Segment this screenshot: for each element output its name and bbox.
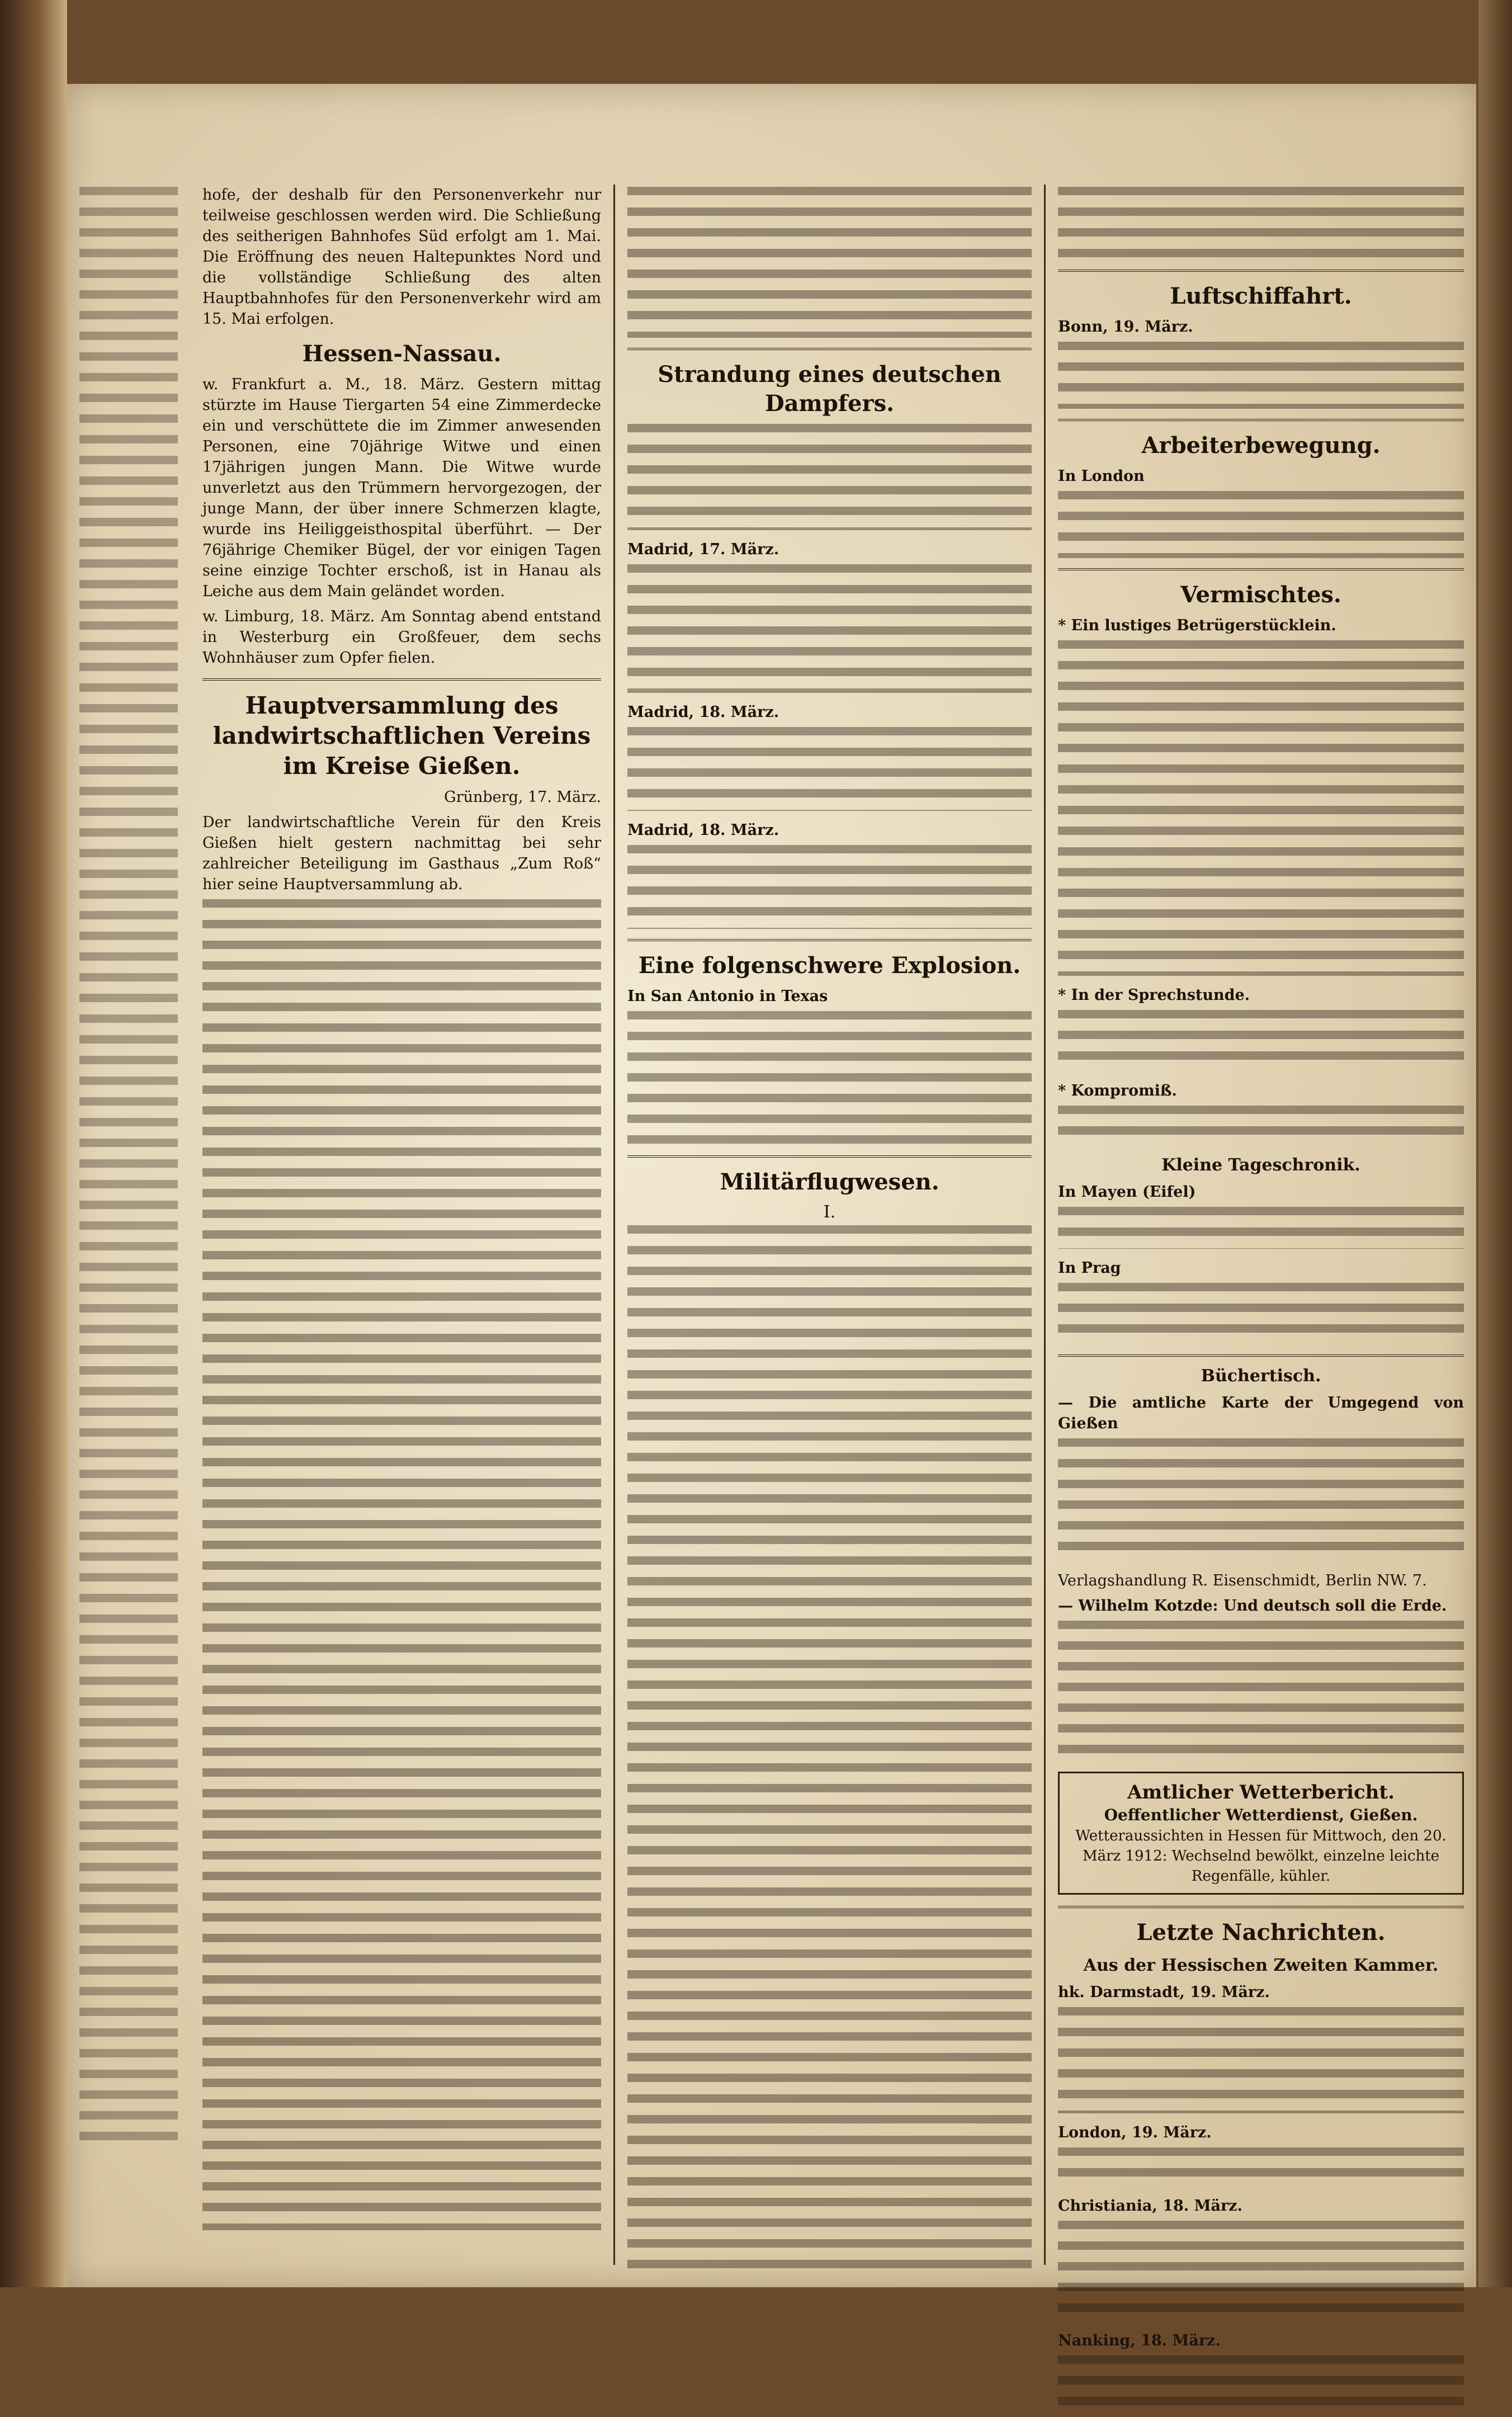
section-rule [1058, 1906, 1464, 1908]
nanking-dateline [1058, 2330, 1464, 2351]
prag-text [1058, 1283, 1464, 1344]
vermischtes-lead [1058, 615, 1464, 636]
frankfurt-article: w. Frankfurt a. M., 18. März. Gestern mittag stürzte im Hause Tiergarten 54 eine Zimmerdecke ein und verschüttete die im Zimmer anwesenden Personen, eine 70jährige Witwe und einen 17jährigen jungen Mann. Die Witwe wurde unverletzt aus den Trümmern hervorgezogen, der junge Mann, der über innere Schmerzen klagte, wurde ins Heiliggeisthospital überführt. — Der 76jährige Chemiker Bügel, der vor einigen Tagen seine einzige Tochter erschoß, ist in Hanau als Leiche aus dem Main geländet worden. [202, 376, 601, 600]
kompromiss-text [1058, 1106, 1464, 1145]
dateline-label: Madrid, 18. März. [627, 704, 779, 721]
dateline-label: In Prag [1058, 1259, 1121, 1277]
fragment-text-block [79, 187, 178, 2144]
article-headline-strandung: Strandung eines deutschen Dampfers. [658, 361, 1001, 417]
section-rule [627, 1155, 1032, 1158]
dateline-label: Christiania, 18. März. [1058, 2197, 1242, 2215]
subheading-kammer: Aus der Hessischen Zweiten Kammer. [1083, 1956, 1439, 1975]
page-edge [1478, 0, 1512, 2287]
subheading-buechertisch: Büchertisch. [1201, 1366, 1321, 1386]
dateline-label: hk. Darmstadt, 19. März. [1058, 1984, 1270, 2001]
dateline-label: London, 19. März. [1058, 2124, 1212, 2141]
section-heading-hessen: Hessen-Nassau. [302, 341, 502, 367]
mayen-item [1058, 1182, 1464, 1202]
verein-lead: Der landwirtschaftliche Verein für den Kreis Gießen hielt gestern nachmittag bei sehr zahlreicher Beteiligung im Gasthaus „Zum Roß“ hier seine Hauptversammlung ab. [202, 814, 601, 893]
section-heading-luftschiffahrt: Luftschiffahrt. [1170, 283, 1352, 309]
militaer-body-text [627, 1225, 1032, 2277]
karte-item [1058, 1392, 1464, 1434]
weather-title: Amtlicher Wetterbericht. [1127, 1781, 1395, 1804]
section-rule [1058, 419, 1464, 421]
dateline-label: In Mayen (Eifel) [1058, 1183, 1196, 1201]
strandung-text [627, 424, 1032, 530]
section-rule [1058, 1354, 1464, 1357]
nanking-text [1058, 2355, 1464, 2417]
weather-subtitle: Oeffentlicher Wetterdienst, Gießen. [1104, 1806, 1418, 1824]
section-rule [1058, 270, 1464, 272]
vermischtes-text [1058, 640, 1464, 976]
bonn-dateline [1058, 317, 1464, 337]
dateline-label: In San Antonio in Texas [627, 988, 828, 1005]
section-rule [202, 678, 601, 681]
limburg-article: w. Limburg, 18. März. Am Sonntag abend entstand in Westerburg ein Großfeuer, dem sechs Wohnhäuser zum Opfer fielen. [202, 608, 601, 667]
karte-text [1058, 1438, 1464, 1561]
dateline-label: Madrid, 17. März. [627, 541, 779, 558]
dateline-label: * Ein lustiges Betrügerstücklein. [1058, 617, 1336, 634]
newspaper-page [67, 84, 1476, 2349]
verein-body-text [202, 899, 601, 2230]
column-2 [615, 185, 1046, 2265]
darmstadt-text [1058, 2007, 1464, 2113]
dateline-label: Madrid, 18. März. [627, 822, 779, 839]
london-dateline-2 [1058, 2122, 1464, 2143]
dateline-label: Bonn, 19. März. [1058, 318, 1193, 336]
dateline-label: * In der Sprechstunde. [1058, 986, 1250, 1004]
bonn-text [1058, 342, 1464, 409]
dateline-label: — Die amtliche Karte der Umgegend von Gießen [1058, 1394, 1464, 1432]
explosion-text [627, 1011, 1032, 1145]
book-binding [0, 0, 67, 2287]
mayen-text [1058, 1207, 1464, 1249]
madrid-text-1 [627, 564, 1032, 693]
section-rule [627, 939, 1032, 941]
dateline-label: — Wilhelm Kotzde: Und deutsch soll die Erde. [1058, 1597, 1447, 1615]
previous-page-fragment [67, 185, 190, 2265]
madrid-dateline-3 [627, 820, 1032, 841]
dateline-label: * Kompromiß. [1058, 1082, 1177, 1099]
kotzde-text [1058, 1621, 1464, 1760]
madrid-dateline-2 [627, 702, 1032, 723]
section-heading-vermischtes: Vermischtes. [1180, 582, 1341, 608]
weather-text: Wetteraussichten in Hessen für Mittwoch, den 20. März 1912: Wechselnd bewölkt, einzelne leichte Regenfälle, kühler. [1075, 1828, 1447, 1885]
verein-dateline: Grünberg, 17. März. [444, 789, 601, 806]
intro-paragraph: hofe, der deshalb für den Personenverkehr nur teilweise geschlossen werden wird. Die Schließung des seitherigen Bahnhofes Süd erfolgt am 1. Mai. Die Eröffnung des neuen Haltepunktes Nord und die vollständige Schließung des alten Hauptbahnhofes für den Personenverkehr wird am 15. Mai erfolgen. [202, 186, 601, 328]
christiania-text [1058, 2221, 1464, 2321]
continued-text-block [627, 187, 1032, 338]
verlag-line: Verlagshandlung R. Eisenschmidt, Berlin NW. 7. [1058, 1572, 1427, 1589]
article-headline-explosion: Eine folgenschwere Explosion. [638, 952, 1021, 979]
article-headline-verein: Hauptversammlung des landwirtschaftlichen Vereins im Kreise Gießen. [212, 692, 591, 780]
section-heading-arbeiter: Arbeiterbewegung. [1141, 432, 1381, 459]
prag-item [1058, 1258, 1464, 1278]
dateline-label: Nanking, 18. März. [1058, 2332, 1221, 2349]
madrid-dateline-1 [627, 539, 1032, 560]
darmstadt-dateline [1058, 1982, 1464, 2003]
dateline-label: In London [1058, 468, 1145, 485]
column-1 [190, 185, 615, 2265]
madrid-text-3 [627, 845, 1032, 929]
kompromiss-item [1058, 1080, 1464, 1101]
sprechstunde-item [1058, 985, 1464, 1005]
column-3 [1046, 185, 1476, 2349]
section-heading-letzte: Letzte Nachrichten. [1136, 1919, 1386, 1946]
section-rule [627, 348, 1032, 350]
san-antonio-dateline [627, 986, 1032, 1007]
christiania-dateline [1058, 2196, 1464, 2216]
sprechstunde-text [1058, 1010, 1464, 1071]
section-rule [1058, 568, 1464, 570]
london-dateline-1 [1058, 466, 1464, 487]
london-text-1 [1058, 491, 1464, 558]
kotzde-item [1058, 1595, 1464, 1616]
london-text-2 [1058, 2147, 1464, 2187]
continued-text-block [1058, 187, 1464, 259]
article-headline-militaer: Militärflugwesen. [720, 1169, 939, 1195]
weather-box [1058, 1772, 1464, 1895]
subheading-tageschronik: Kleine Tageschronik. [1161, 1155, 1360, 1175]
part-numeral: I. [823, 1202, 836, 1222]
madrid-text-2 [627, 727, 1032, 811]
